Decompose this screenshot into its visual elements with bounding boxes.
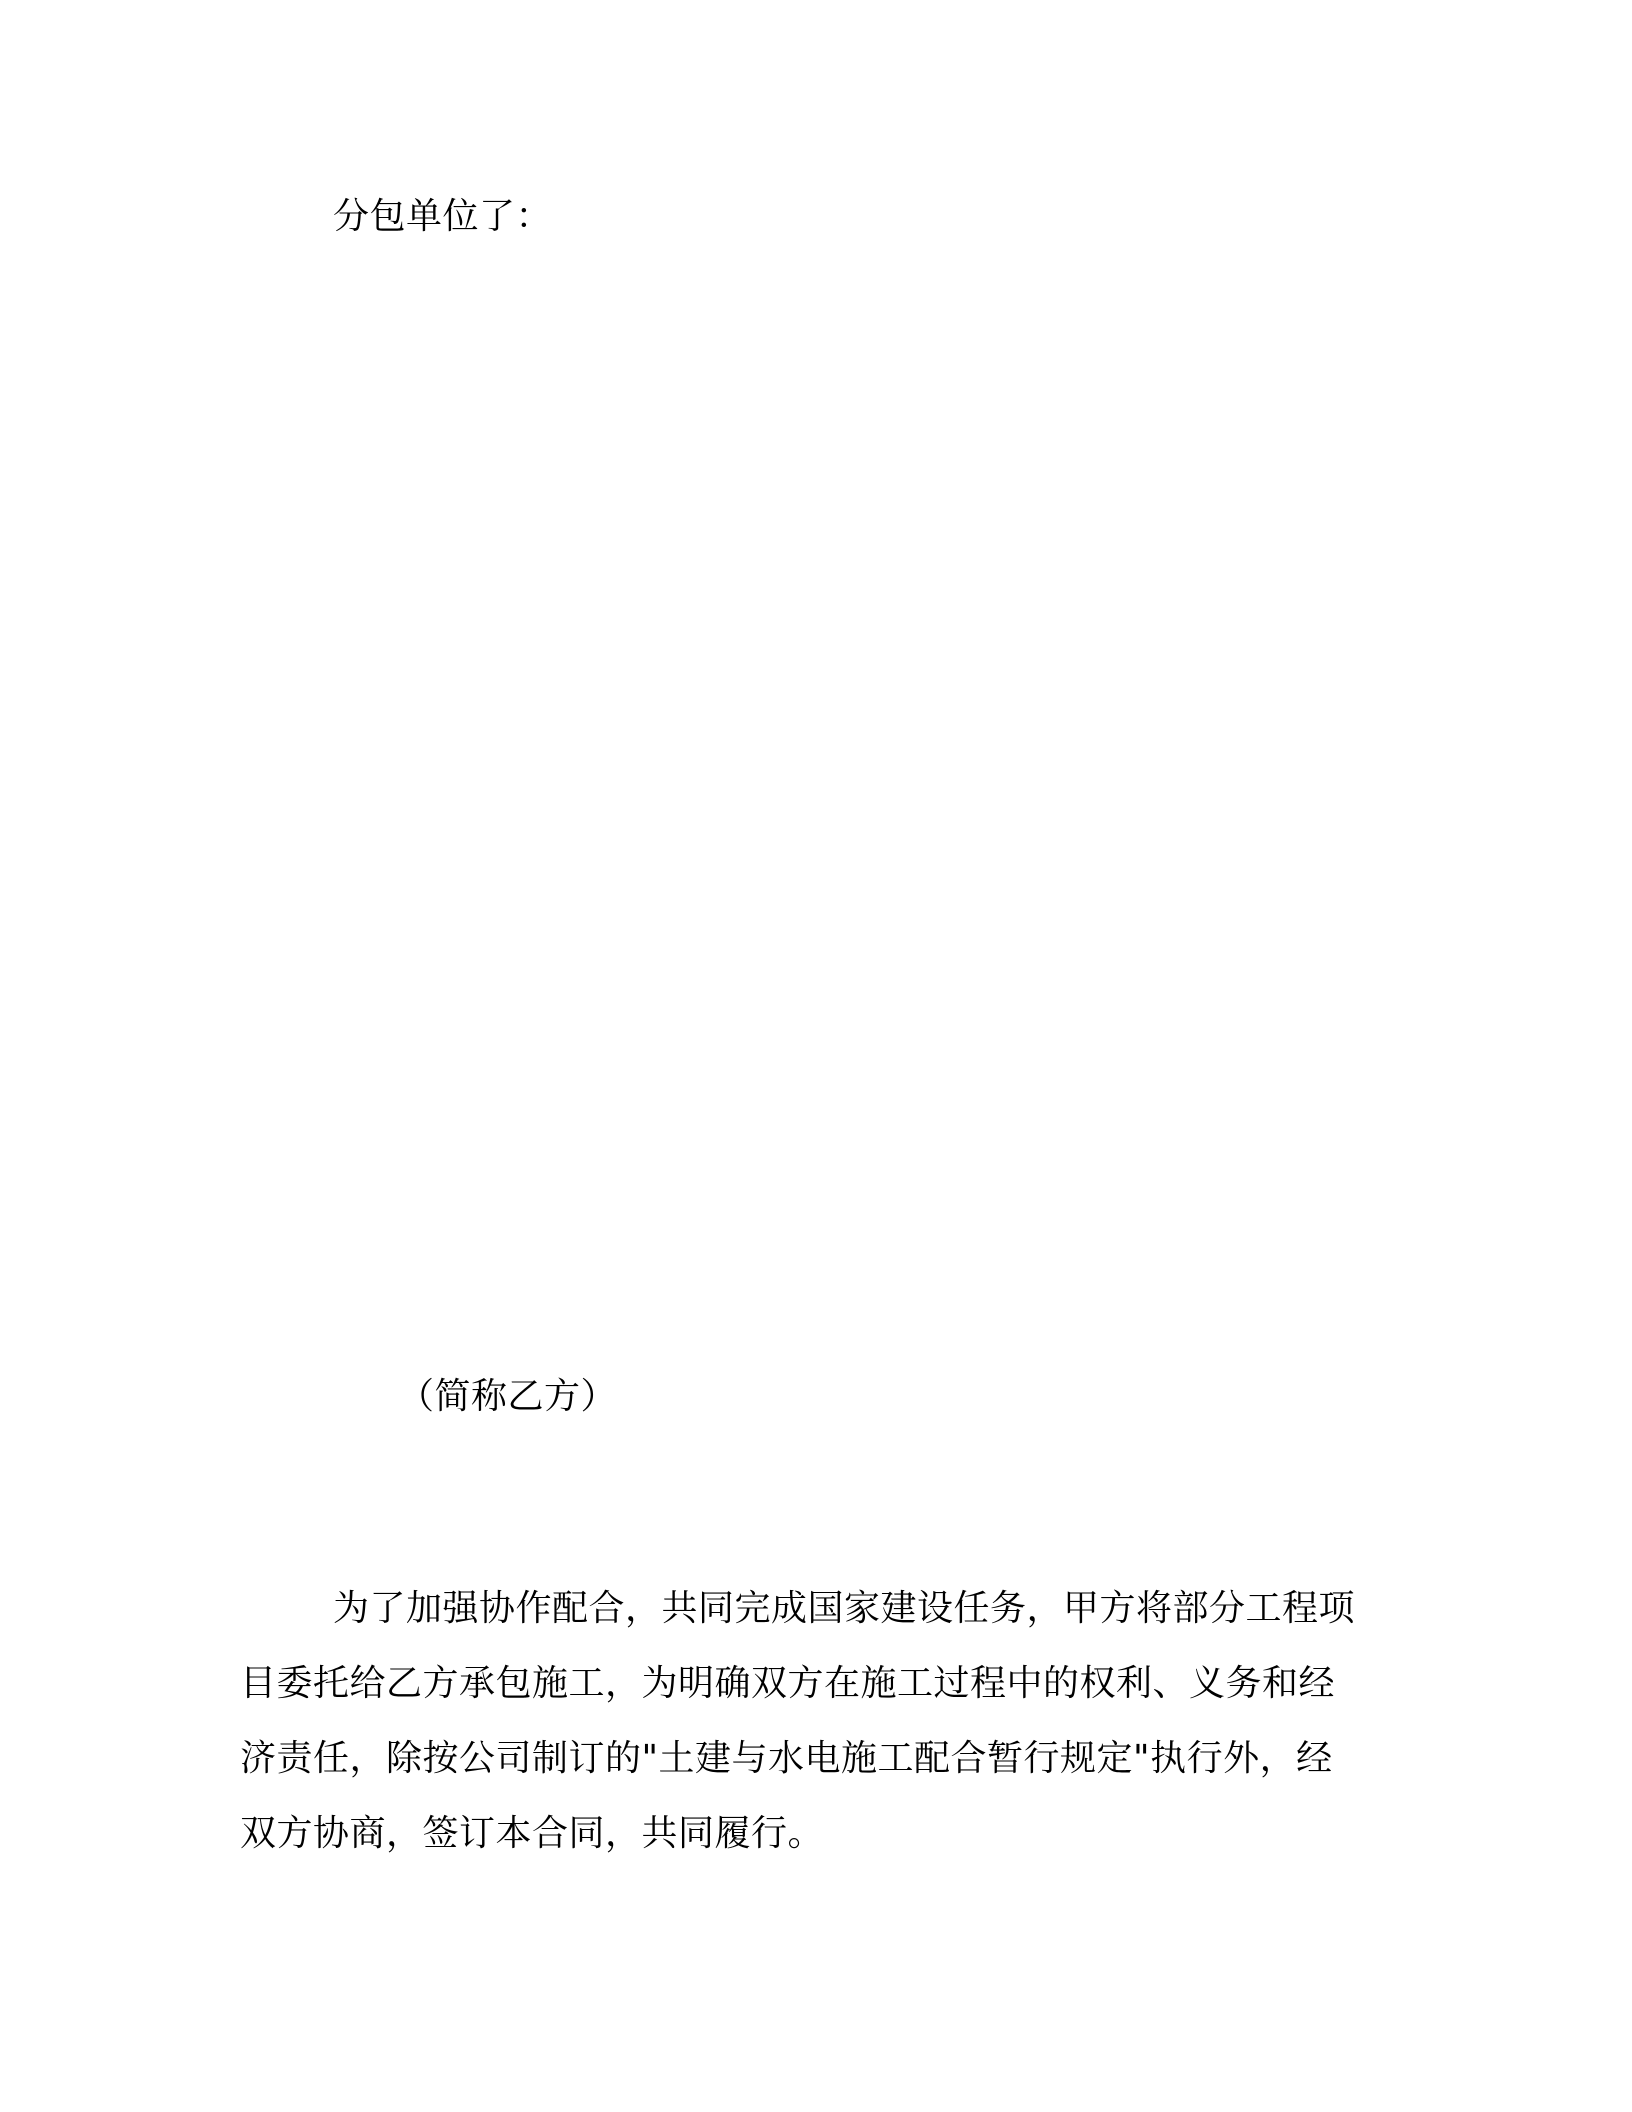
intro-paragraph: [240, 1571, 1400, 1871]
paragraph-line: 双方协商，签订本合同，共同履行。: [240, 1813, 825, 1854]
paragraph-line: 济责任，除按公司制订的"土建与水电施工配合暂行规定"执行外，经: [240, 1738, 1333, 1779]
abbreviation-label: （简称乙方）: [398, 1376, 618, 1417]
paragraph-line: 目委托给乙方承包施工，为明确双方在施工过程中的权利、义务和经: [240, 1663, 1336, 1704]
paragraph-line: 为了加强协作配合，共同完成国家建设任务，甲方将部分工程项: [333, 1588, 1356, 1629]
subcontractor-label: 分包单位了：: [333, 196, 553, 237]
